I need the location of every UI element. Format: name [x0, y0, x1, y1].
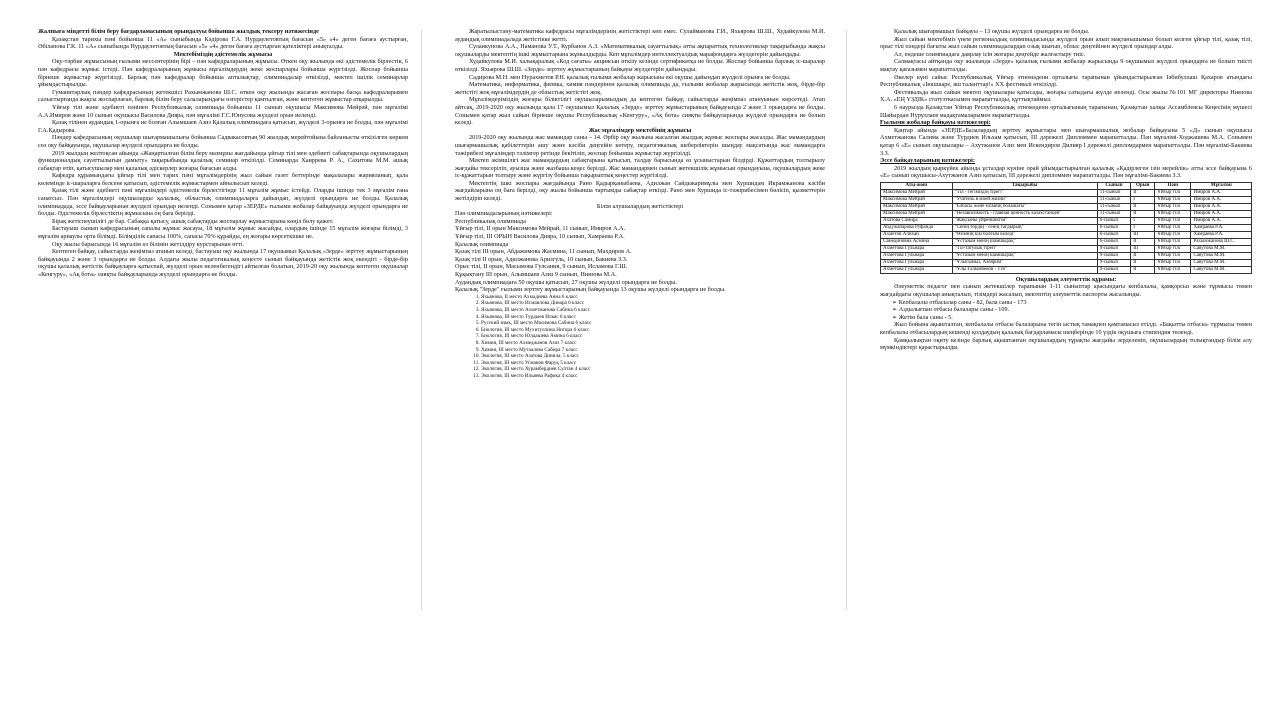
- list-item: 8. Химия, III место Ахмеджанов Азиз 7 класс: [481, 340, 825, 347]
- page-3: [880, 28, 1252, 618]
- table-header-cell: Пәні: [1155, 182, 1191, 189]
- table-cell: 6-сынып: [1097, 217, 1131, 224]
- table-cell: III: [1131, 245, 1155, 252]
- list-item: ➢ Кепбалалы отбасылар саны - 82, бала саны - 173: [892, 299, 1252, 307]
- paragraph: Кептеген байқау, сайыстарда жеңімпаз атанып келеді, бастауыш оқу жылында 17 оқушымыз Қалалық «Зерде» зерттеу жұмыстарының байқауында 2 және 3 орындарға ие болды. Алдағы жылы педагогикалық кеңесте сынып байқауында жетістік жоқ екендігі - бірде-бір оқушы қалалық жетістік байқауларға қатыспай, жүлделі орын иеленбегендігі айтылған болатын, 2019-20 оқу жылында кептеген оқушылар «Кенгуру», «Ақ бота» сияқты байқауларында жүлделі орындарға ие болды.: [38, 248, 408, 278]
- table-cell: Имиров А.А.: [1191, 210, 1252, 217]
- table-cell: I: [1131, 224, 1155, 231]
- paragraph: 2019 жылдың қыркүйек айында ұстаздар күніне орай ұйымдастырылған қалалық «Қадірлеген ізін мерейлік» атты эссе байқауына 6 «Е» сынып оқушысы-Ахутжанов Азиз қатысып, III дәрежелі дипломмен марапатталды. Пән мұғалімі-Бакиева З.З.: [880, 164, 1252, 180]
- list-item: 11. Экология, III место Усманов Фаруқ 5 класс: [481, 360, 825, 367]
- table-cell: III: [1131, 231, 1155, 238]
- table-cell: I: [1131, 217, 1155, 224]
- table-cell: "Тіл-татулық тірегі": [952, 245, 1097, 252]
- table-cell: "Ұлы Ғалымбеков - Тізі": [952, 266, 1097, 273]
- table-cell: Савутова М.М.: [1191, 266, 1252, 273]
- table-cell: Ұйғыр тілі: [1155, 231, 1191, 238]
- table-row: [881, 189, 1252, 196]
- table-cell: "Ұстазым менің шамшырақ": [952, 252, 1097, 259]
- paragraph: Фестивальда жыл сайын мектеп оқушылары қатысады, жоғары сатыдағы жүлде иеленді. Осы жылы №101 МГ директоры Ниязова Х.А. «ЕҢ ҮЗДІК» статуэткасымен марапатталды, құттықтаймыз.: [880, 88, 1252, 104]
- paragraph: Қалалық олимпиада: [455, 240, 509, 248]
- table-cell: Ұйғыр тілі: [1155, 224, 1191, 231]
- table-cell: "Өзімнің кім болғым келеді": [952, 231, 1097, 238]
- table-cell: Максимова Мейрәй: [881, 189, 953, 196]
- paragraph: Бірақ жетіспеушілігі де бар. Сабаққа қатысу, ашық сабақтарды жоспарлау жұмыстарына көңіл бөлу қажет.: [52, 217, 334, 225]
- page-divider: [421, 30, 422, 610]
- table-cell: II: [1131, 238, 1155, 245]
- table-cell: Савутова М.М.: [1191, 245, 1252, 252]
- paragraph: Жыл сайын мектебіміз үнем регионалдық олимпиадасында жүлделі орын алып мақтанышымыз болып келген ұйғыр тілі, қазақ тілі, орыс тілі пәндері бағыты жыл сайын олимпиадалардан озық шығып, облыс деңгейінен жүлделі орындар алды.: [880, 35, 1252, 51]
- table-row: [881, 238, 1252, 245]
- table-cell: Ахметова Гульнара: [881, 245, 953, 252]
- paragraph: Худайкулова М.И. халықаралық «Код сағаты» акциясын өткізу кезінде сертификатқа ие болды. Жоспар бойынша барлық іс-шаралар өткізілді. Яхьярова Ш.Ш. «Зерде» зерттеу жұмыстарының байқауы жүлдегерін дайындады.: [455, 58, 825, 73]
- paragraph: Әкелер күні сайыс Республикалық Ұйғыр этномәдени орталығы тарапынан ұйымдастырылған Іәбибуллаш Қахаров атындағы Республикалық «Іюшшаре, яш таланттар!» ХХ фестивалі өткізілді.: [880, 73, 1252, 89]
- table-cell: Ұйғыр тілі: [1155, 245, 1191, 252]
- table-row: [881, 231, 1252, 238]
- page-2: [455, 28, 825, 618]
- section-heading: Мектебіміздің әдістемелік жұмысы: [173, 50, 273, 58]
- table-cell: 11-сынып: [1097, 203, 1131, 210]
- table-cell: Ұйғыр тілі: [1155, 252, 1191, 259]
- paragraph: Аудандық олимпиадаға 50 оқушы қатысып, 27 оқушы жүлделі орындарға ие болды.: [455, 278, 677, 286]
- section-heading: Оқушылардың әлеуметтік құрамы:: [1015, 275, 1117, 283]
- table-cell: Имиров А.А.: [1191, 217, 1252, 224]
- table-row: [881, 252, 1252, 259]
- paragraph: Қазақ тілі III орын, Абдажимова Жасмина, 11 сынып, Махдиров А.: [455, 248, 632, 256]
- table-cell: Ұйғыр тілі: [1155, 238, 1191, 245]
- paragraph: Кафедра құрамындағы ұйғыр тілі мен тарих пәні мұғалімдерінің жыл сайын газет беттерінде мақалалары жарияланып, қала көлемінде іс-шараларға белсене қатысып, әдістемелік жұмыстармен айналысып келеді.: [38, 172, 408, 187]
- list-item: 6. Биология, III место Мухитуллина Нигора 6 класс: [481, 327, 825, 334]
- table-cell: II: [1131, 210, 1155, 217]
- table-cell: 6-сынып: [1097, 238, 1131, 245]
- paragraph: Ұйғыр тілі, III ОРЫН Василова Дияра, 10 сынып, Хамраева Р.А.: [455, 233, 625, 241]
- table-row: [881, 210, 1252, 217]
- list-item: 7. Биология, III место Юлдашева Амина 6 класс: [481, 333, 825, 340]
- paragraph: Сулаикунова А.А., Наманова У.Т., Курбанов А.З. «Математикалық сауаттылық» атты ақпараттық технологиялар тақырыбында жақсы оқушыларды мектептің ішкі жұмыстарына жұмылдырды. Кеп мұғалімдер интеллектуалдық марафондарға жүлдегерін дайындады.: [455, 43, 825, 58]
- paragraph: Садирова М.Н. мен Нурахметов Р.Н. қалалық ғылыми жобалар жарысына екі оқушы дайындап жүлделі орынға ие болды.: [469, 73, 791, 81]
- table-row: [881, 224, 1252, 231]
- table-cell: 9-сынып: [1097, 245, 1131, 252]
- table-cell: "Жақсыны үйреншіктім": [952, 217, 1097, 224]
- table-cell: 11-сынып: [1097, 210, 1131, 217]
- table-row: [881, 217, 1252, 224]
- paragraph: Пән олимпиадаларының нәтижелері:: [455, 210, 553, 218]
- list-item: 5. Русский язык, III место Масимова Сабина 6 класс: [481, 320, 825, 327]
- table-header-row: [881, 182, 1252, 189]
- paragraph: Мұғалімдеріміздің жоғары біліктілігі оқушыларымыздың да кептеген байқау, сайыстарда жеңімпаз атануынын көрсетеді. Атап айтсақ, 2019-2020 оқу жылында қала 17 оқушымыз Қалалық «Зерде» зерттеу жұмыстарының байқауында 2 және 3 орындарға ие болды. Сонымен қатар жыл сайын бірнеше оқушы Республикалық «Кенгуру», «Ақ бота» сияқты байқауларында жүлделі орындарға ие болып келеді.: [455, 96, 825, 127]
- table-cell: "Учитель в моей жизни": [952, 196, 1097, 203]
- table-cell: II: [1131, 189, 1155, 196]
- table-cell: Ахметова Гульнара: [881, 259, 953, 266]
- paragraph: Қаңтар айында «ЗЕРДЕ»Балалардың зерттеу жұмыстары мен шығармашылық жобалар байқауына 5 «Д» сынып оқушысы Ахметжанова Салима және Турдиев Ильхам қатысып, III дәрежелі Дипломмен марапатталды. Пән мұғалімі-Ходжашева М.А. Сонымен қатар 6 «Е» сынып оқушылары – Ахутжанов Азиз мен Искендиров Дилияр I дәрежелі дипломдармен марапатталды. Пән мұғалімі-Бакиева З.З.: [880, 126, 1252, 157]
- table-cell: Рахымжанова Ш.С.: [1191, 238, 1252, 245]
- list-item: 9. Химия, III место Мутаалова Сабира 7 класс: [481, 347, 825, 354]
- page-1: [38, 28, 408, 618]
- table-header-cell: Аты-жөні: [881, 182, 953, 189]
- table-cell: II: [1131, 259, 1155, 266]
- table-cell: Максимова Мейрәй: [881, 196, 953, 203]
- section-heading: Ғылыми жобалар байқауы нәтижелері:: [880, 119, 991, 127]
- table-cell: Ахметова Гульнара: [881, 252, 953, 259]
- table-cell: "Сенің төрдің - сенің тағдырың": [952, 224, 1097, 231]
- list-item: ➢ Аздылығпан отбасы балалары саны - 109.: [892, 306, 1252, 314]
- paragraph: Қамқылықтан оқиту кезінде барлық ақыштанған оқушылардың тұрақты жағдайы зерделеніп, оқушылардың толықтандыр білім алу мүмкіндіктері қарастырылды.: [880, 336, 1252, 352]
- list-item: 10. Экология, III место Азатова Динила, 5 класс: [481, 353, 825, 360]
- paragraph: Құқықтану III орын, Алымшаев Азиз 9 сынып, Ниязова М.А.: [455, 271, 617, 278]
- paragraph: Оқу жылы барысында 16 мұғалім өз білімін жетілдіру курстарынан өтті.: [52, 240, 245, 248]
- paragraph: Қазақ тілі және әдебиеті пәні мұғалімдері әдістемелік бірлестігінде 11 мұғалім жұмыс істейді. Оларды ішінде тек 3 мұғалім ғана санатсыз. Пән мұғалімдері оқушыларды қалалық, облыстық олимпиадаларға дайындап, жүлделі орындарға ие болды. Қалалық олимпиадада, эссе байқауларынан жүлделі орындар иеленді. Сонымен қатар «ЗЕРДЕ» ғылыми жобалар байқауында жүлделі орындарға ие болды. Әдістемелік бірлестіктің жұмысына оң баға берілді.: [38, 187, 408, 218]
- table-cell: 6-сынып: [1097, 231, 1131, 238]
- table-cell: Ұйғыр тілі: [1155, 217, 1191, 224]
- table-header-cell: Сынып: [1097, 182, 1131, 189]
- paragraph: Математика, информатика, физика, химия пәндерінен қалалық олимпиада да, ғылыми жобалар жарысында жетістік жоқ, бірде-бір жетістігі жоқ мұғалімдердің де облыстық жетістігі жоқ.: [455, 81, 825, 96]
- paragraph: Гуманитарлық пәндер кафедрасының жетекшісі Рахымжанова Ш.С. өткен оқу жылында жасаған жоспары басқа кафедраларымен салыстырғанда жақсы жоспарлаған, барлық білім беру салаларындағы өзгерістер қамтылған, және кептеген жұмыстар атқарылды.: [38, 88, 408, 104]
- table-cell: 11-сынып: [1097, 196, 1131, 203]
- table-header-cell: Орын: [1131, 182, 1155, 189]
- table-cell: Ұйғыр тілі: [1155, 259, 1191, 266]
- paragraph: Салмақтасы айтқанда оқу жылында «Зерде» қалалық ғылыми жобалар жарысында 9 оқушымыз жүлделі орындарға ие болып тиісті мақтау қағазымен марапатталды.: [880, 58, 1252, 73]
- list-item: 1. Яхьянова, II место Ахмадиева Анна 6 класс: [481, 294, 825, 301]
- table-cell: Ахметов Алихан: [881, 231, 953, 238]
- table-cell: Абдужапарова Руфанда: [881, 224, 953, 231]
- paragraph: Республикалық олимпиада: [455, 217, 526, 225]
- table-cell: Имиров А.А.: [1191, 189, 1252, 196]
- table-cell: Ұйғыр тілі: [1155, 196, 1191, 203]
- table-cell: 9-сынып: [1097, 252, 1131, 259]
- table-cell: "Ұстазым менің шамшырақ": [952, 238, 1097, 245]
- table-cell: Ахатова Самира: [881, 217, 953, 224]
- table-row: [881, 266, 1252, 273]
- table-cell: Максимова Мейрәй: [881, 203, 953, 210]
- page-divider: [846, 30, 847, 610]
- table-header-cell: Мұғалімі: [1191, 182, 1252, 189]
- paragraph: Қазақ тілінен аудандық 1-орынға ие болған Алымшаев Азиз Қалалық олимпиадаға қатысып, жүлделі 3-орынға ие болды, пән мұғалімі Г.А.Қадырова.: [38, 119, 408, 134]
- list-item: 12. Экология, III место Хурамбердиев Султан 4 класс: [481, 366, 825, 373]
- section-heading: Эссе байқауларының нәтижелері:: [880, 157, 975, 165]
- table-cell: Ұйғыр тілі: [1155, 266, 1191, 273]
- paragraph: Қазақ тілі II орын, Адилжанова Аризгуль, 10 сынып, Бакиева З.З.: [455, 255, 628, 263]
- section-heading: Жас мұғалімдер мектебінің жұмысы: [588, 126, 692, 134]
- table-cell: "Независимость - главная ценность казахстанцев": [952, 210, 1097, 217]
- table-cell: II: [1131, 266, 1155, 273]
- paragraph: Қалалық "Зерде" ғылыми зерттеу жұмыстарының байқауында 13 оқушы жүлделі орындарға ие болды.: [455, 286, 726, 294]
- table-row: [881, 245, 1252, 252]
- list-item: ➢ Жетім бала саны - 5.: [892, 314, 1252, 322]
- table-cell: 9-сынып: [1097, 266, 1131, 273]
- table-cell: 11-сынып: [1097, 189, 1131, 196]
- list-item: 13. Экология, III место Ильяева Рафиқа 4 класс: [481, 373, 825, 380]
- paragraph: Ұйғыр тілі және әдебиеті пәнінен Республикалық олимпиада бойынша 11 сынып оқушысы Максимова Мейрәй, пән мұғалімі А.А.Имиров және 10 сынып оқушысы Василова Дияра, пән мұғалімі Г.С.Юнусова жүлделі орын иеленді.: [38, 103, 408, 119]
- paragraph: Бастауыш сынып кафедрасының сапалы жұмыс жасауы, 18 мұғалім жұмыс жасайды, олардың ішінде 15 мұғалім жоғары білімді, 3 мұғалім арнаулы орта білімді. Білімділік сапасы 100%, сапасы 70% құрайды, ең жоғары көрсеткішке ие.: [38, 225, 408, 241]
- section-heading: Білім алушылардың жетістіктері: [596, 202, 684, 210]
- paragraph: Қазақстан тарихы пәні бойынша 11 «А» сыныбында Кәдірова Г.А. Нурдаулетовтың бағасын «5» «4» деген бағаға аустырған, Әбілапова Г.К. 11 «А» сыныбында Нурдаулетовтың бағасын «5» «4» деген бағаға аустырған қателіктері анықталды.: [38, 35, 408, 51]
- list-item: 2. Яхьянова, III место Исмаилова Динара 6 класс: [481, 300, 825, 307]
- paragraph: Ал, ендеше олимпиадаға даярлау ісін жоғары деңгейде жалғастыру тиіс.: [894, 50, 1086, 58]
- table-cell: "Елбасы және елімнің болашағы": [952, 203, 1097, 210]
- paragraph: Мектеп әкімшілігі жас мамандардың сабақтарына қатысып, талдау барысында өз ұсыныстарын білдірді. Құжаттардың толтырылу жағдайы тексеріліп, ауызша және жазбаша кеңес берілді. Жас мамандармен сынып жетекшілік жұмысын орындауына, оқушылардың жеке іс-құжаттарын толтыру және жүргізу бойынша тақырыптық кеңестер жүргізілді.: [455, 157, 825, 180]
- essay-results-table: [880, 182, 1252, 274]
- table-cell: Самединовна Асмина: [881, 238, 953, 245]
- paragraph: Ұйғыр тілі, II орын Максимова Мейрай, 11 сынып, Имиров А.А.: [455, 225, 625, 233]
- paragraph: Орыс тілі, II орын, Масымова Гулсания, 9 сынып, Исламова Г.Ш.: [455, 263, 628, 271]
- paragraph: Жыл бойына ақышталған, кепбалалы отбасы балаларына тегін ыстық тамақпен қамтамасыз етілді. «Бақытты отбасы» тұрмысы төмен кепбалалы отбасылардың кешенді қолдаудың қалалық бағдарламасы шеңберінде 10 үздік оқушыға стипендия төленді.: [880, 321, 1252, 337]
- paragraph: Мектептің ішкі жоспары жағдайында Рано Қадырқаныбаева, Адилжан Сайдыкаримұлы мен Хуршидам Икрамжанова кәсіби жағдайларына оң баға берілді, оқу жылы бойынша тартымды сабақтар өткізді. Рано мен Хуршида іс-тәжірибесімен бөлісіп, қызметтерін жетілдіріп келеді.: [455, 179, 825, 203]
- paragraph: 6 наурызда Қазақстан Ұйғыр Республикалық этномәдени орталығының тарапынан, Қазақстан халқы Ассамблеясы Кеңесінің мүшесі Шайырдан Нуруллаев мадақтамаларымен марапатталды.: [880, 103, 1252, 119]
- stats-list: [880, 299, 1252, 322]
- table-cell: "Ұлысымыз, Азеярим": [952, 259, 1097, 266]
- paragraph: Жалпыға міндетті білім беру бағдарламасының орындалуы бойынша жылдық тексеру нәтижесінде: [38, 28, 319, 35]
- table-cell: II: [1131, 203, 1155, 210]
- table-cell: Ұйғыр тілі: [1155, 189, 1191, 196]
- paragraph: Әлеуметтік педагог пен сынып жетекшілер тарапынан 1-11 сыныптар арасындағы кепбалалы, қамқорсыз және тұрмысы төмен жағдайдағы оқушылар анықталып, тізімдері жасалып, мектептің әлеуметтік паспорты жасалынды.: [880, 283, 1252, 299]
- table-cell: Ұйғыр тілі: [1155, 203, 1191, 210]
- table-cell: Хамраева Р.А.: [1191, 231, 1252, 238]
- table-cell: Ұйғыр тілі: [1155, 210, 1191, 217]
- list-item: 4. Яхьянова, III место Турдыев Ильяс 6 класс: [481, 314, 825, 321]
- paragraph: 2019-2020 оқу жылында жас мамандар саны – 14. Әрбір оқу жылына жасалған жылдық жұмыс жоспары жасалды. Жас мамандардың шығармашылық қабілеттерін ашу және кәсіби деңгейін көтеру, педагогикалық шеберліктерін шыңдау мақсатында жас мамандарға тәжірибелі мұғалімдер тәлімгер ретінде бекітіліп, жоспар бойынша жұмыстар жүргізілді.: [455, 134, 825, 157]
- paragraph: Оқу-тәрбие жұмысының ғылыми мессентерінің бірі – пән кафедраларының жұмысы. Өткен оқу жылында екі әдістемелік бірлестік, 6 пән кафедрасы жұмыс істеді. Пән кафедраларының жұмысы мұғалімдердің жеке жоспарлары бойынша жүргізілді. Жоспар бойынша бірнеше жұмыстар жүргізілді. Барлық пән кафедралар бойынша апталықтар, олимпиадалар өткізілді, мектеп ішілік семинарлар ұйымдастырылды.: [38, 58, 408, 89]
- table-cell: Ахметова Гульнара: [881, 266, 953, 273]
- table-cell: Имиров А.А.: [1191, 203, 1252, 210]
- table-row: [881, 196, 1252, 203]
- table-cell: 6-сынып: [1097, 224, 1131, 231]
- table-cell: Хамраева Р.А.: [1191, 224, 1252, 231]
- table-row: [881, 259, 1252, 266]
- table-cell: Савутова М.М.: [1191, 259, 1252, 266]
- table-cell: II: [1131, 252, 1155, 259]
- zerde-winners-list: [455, 294, 825, 380]
- table-cell: Имиров А.А.: [1191, 196, 1252, 203]
- paragraph: Пәндер кафедрасының оқушылар шығармашылығы бойынша Садвакасовтың 90 жылдық мерейтойына байланысты өткізілген көркем сөз оқу байқауында, оқушылар жүлделі орындарға ие болды.: [38, 134, 408, 149]
- table-cell: "Тіл - тегіміздің тірегі": [952, 189, 1097, 196]
- paragraph: 2019 жылдың желтоқсан айында «Жаңартылған білім беру мазмұны жағдайында ұйғыр тілі мен әдебиеті сабақтарында оқушылардың функционалдық сауаттылығын дамыту» тақырыбында қалалық семинар өткізілді. Семинарда Хаиррева Р. А., Сахитова М.М. ашық сабақтар өтіп, қатысушылар мен қалалық әдіскерлер жоғары бағасын алды.: [38, 149, 408, 172]
- table-cell: 9-сынып: [1097, 259, 1131, 266]
- paragraph: Қалалық шығармашыл байқауы – 13 оқушы жүлделі орындарға ие болды.: [894, 28, 1090, 35]
- table-header-cell: Тақырыбы: [952, 182, 1097, 189]
- table-cell: I: [1131, 196, 1155, 203]
- table-cell: Максимова Мейрәй: [881, 210, 953, 217]
- paragraph: Жаратылыстану-математика кафедрасы мұғалімдерінің жетістіктері көп емес. Сулайманова Г.И., Яхьярова Ш.Ш., Худайкулова М.И. аудандық олимпиадалада жетістікке жетті.: [455, 28, 825, 43]
- table-row: [881, 203, 1252, 210]
- list-item: 3. Яхьянова, III место Ахметжанова Сабина 6 класс: [481, 307, 825, 314]
- table-cell: Савутова М.М.: [1191, 252, 1252, 259]
